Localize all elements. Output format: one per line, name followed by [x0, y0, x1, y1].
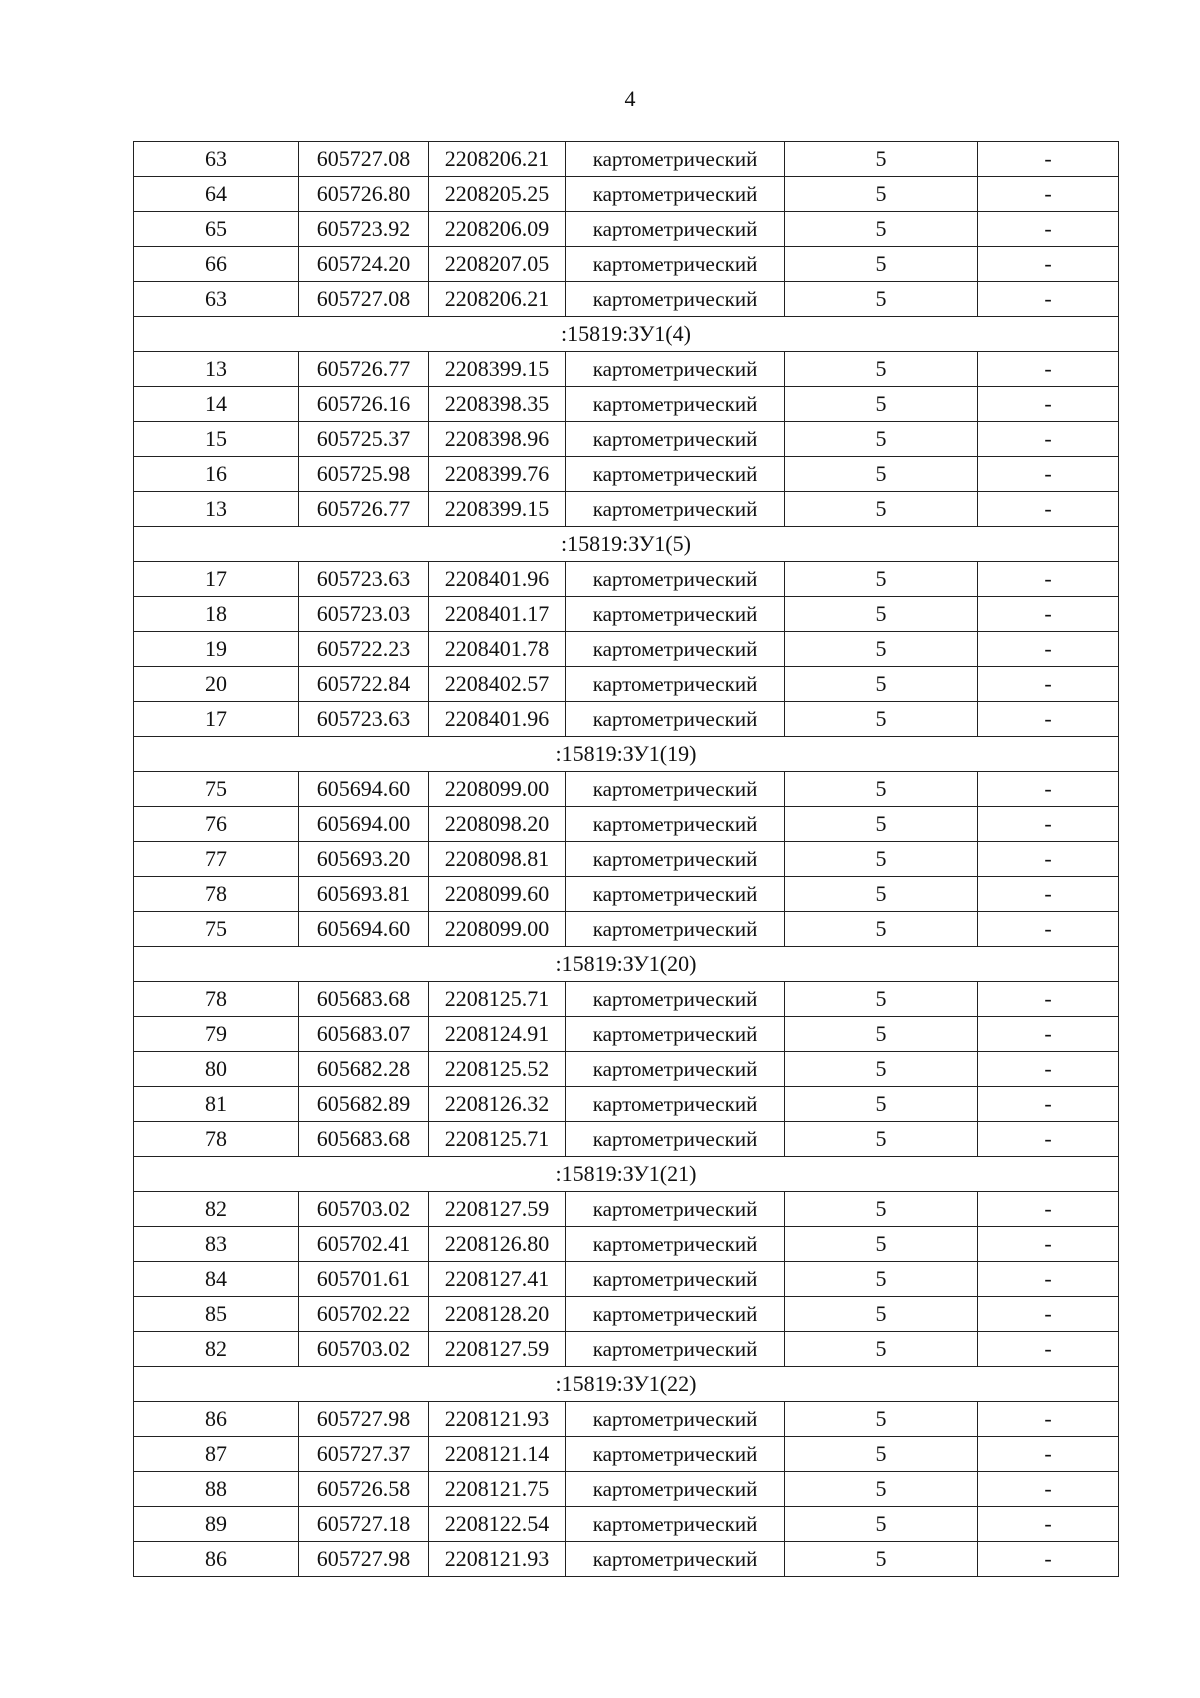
accuracy-cell: 5 [785, 772, 978, 807]
y-coordinate-cell: 2208125.52 [429, 1052, 566, 1087]
x-coordinate-cell: 605682.28 [299, 1052, 429, 1087]
x-coordinate-cell: 605683.68 [299, 982, 429, 1017]
description-cell: - [978, 1227, 1119, 1262]
accuracy-cell: 5 [785, 912, 978, 947]
description-cell: - [978, 352, 1119, 387]
description-cell: - [978, 1017, 1119, 1052]
description-cell: - [978, 877, 1119, 912]
point-number-cell: 80 [134, 1052, 299, 1087]
method-cell: картометрический [566, 457, 785, 492]
method-cell: картометрический [566, 1297, 785, 1332]
accuracy-cell: 5 [785, 1332, 978, 1367]
description-cell: - [978, 1332, 1119, 1367]
method-cell: картометрический [566, 1402, 785, 1437]
y-coordinate-cell: 2208121.75 [429, 1472, 566, 1507]
table-row [134, 842, 1119, 877]
table-row [134, 1472, 1119, 1507]
description-cell: - [978, 1192, 1119, 1227]
table-row [134, 982, 1119, 1017]
point-number-cell: 18 [134, 597, 299, 632]
point-number-cell: 17 [134, 702, 299, 737]
section-title: :15819:ЗУ1(4) [134, 317, 1119, 352]
x-coordinate-cell: 605701.61 [299, 1262, 429, 1297]
point-number-cell: 89 [134, 1507, 299, 1542]
table-row [134, 247, 1119, 282]
y-coordinate-cell: 2208401.96 [429, 702, 566, 737]
point-number-cell: 78 [134, 1122, 299, 1157]
point-number-cell: 86 [134, 1402, 299, 1437]
y-coordinate-cell: 2208398.35 [429, 387, 566, 422]
x-coordinate-cell: 605727.18 [299, 1507, 429, 1542]
accuracy-cell: 5 [785, 1542, 978, 1577]
y-coordinate-cell: 2208398.96 [429, 422, 566, 457]
x-coordinate-cell: 605723.63 [299, 562, 429, 597]
point-number-cell: 82 [134, 1192, 299, 1227]
point-number-cell: 87 [134, 1437, 299, 1472]
y-coordinate-cell: 2208127.59 [429, 1192, 566, 1227]
description-cell: - [978, 422, 1119, 457]
point-number-cell: 78 [134, 877, 299, 912]
method-cell: картометрический [566, 597, 785, 632]
method-cell: картометрический [566, 387, 785, 422]
table-row [134, 142, 1119, 177]
y-coordinate-cell: 2208121.93 [429, 1542, 566, 1577]
method-cell: картометрический [566, 982, 785, 1017]
table-row [134, 912, 1119, 947]
accuracy-cell: 5 [785, 1262, 978, 1297]
accuracy-cell: 5 [785, 352, 978, 387]
x-coordinate-cell: 605703.02 [299, 1332, 429, 1367]
x-coordinate-cell: 605702.41 [299, 1227, 429, 1262]
y-coordinate-cell: 2208122.54 [429, 1507, 566, 1542]
table-row [134, 1017, 1119, 1052]
x-coordinate-cell: 605725.98 [299, 457, 429, 492]
point-number-cell: 77 [134, 842, 299, 877]
table-row [134, 632, 1119, 667]
description-cell: - [978, 1402, 1119, 1437]
x-coordinate-cell: 605694.00 [299, 807, 429, 842]
method-cell: картометрический [566, 1227, 785, 1262]
method-cell: картометрический [566, 877, 785, 912]
table-row [134, 422, 1119, 457]
accuracy-cell: 5 [785, 1122, 978, 1157]
point-number-cell: 15 [134, 422, 299, 457]
section-title: :15819:ЗУ1(20) [134, 947, 1119, 982]
accuracy-cell: 5 [785, 142, 978, 177]
accuracy-cell: 5 [785, 702, 978, 737]
x-coordinate-cell: 605683.68 [299, 1122, 429, 1157]
accuracy-cell: 5 [785, 597, 978, 632]
table-row [134, 877, 1119, 912]
method-cell: картометрический [566, 282, 785, 317]
table-row [134, 387, 1119, 422]
point-number-cell: 86 [134, 1542, 299, 1577]
description-cell: - [978, 702, 1119, 737]
accuracy-cell: 5 [785, 1052, 978, 1087]
x-coordinate-cell: 605683.07 [299, 1017, 429, 1052]
y-coordinate-cell: 2208206.21 [429, 142, 566, 177]
y-coordinate-cell: 2208125.71 [429, 1122, 566, 1157]
point-number-cell: 82 [134, 1332, 299, 1367]
point-number-cell: 81 [134, 1087, 299, 1122]
accuracy-cell: 5 [785, 1227, 978, 1262]
x-coordinate-cell: 605727.37 [299, 1437, 429, 1472]
y-coordinate-cell: 2208205.25 [429, 177, 566, 212]
description-cell: - [978, 1437, 1119, 1472]
table-row [134, 352, 1119, 387]
y-coordinate-cell: 2208399.15 [429, 352, 566, 387]
description-cell: - [978, 562, 1119, 597]
section-title: :15819:ЗУ1(5) [134, 527, 1119, 562]
accuracy-cell: 5 [785, 1402, 978, 1437]
y-coordinate-cell: 2208099.60 [429, 877, 566, 912]
section-header-row [134, 737, 1119, 772]
y-coordinate-cell: 2208127.59 [429, 1332, 566, 1367]
x-coordinate-cell: 605722.84 [299, 667, 429, 702]
description-cell: - [978, 1542, 1119, 1577]
method-cell: картометрический [566, 352, 785, 387]
accuracy-cell: 5 [785, 632, 978, 667]
y-coordinate-cell: 2208399.15 [429, 492, 566, 527]
table-row [134, 1332, 1119, 1367]
point-number-cell: 65 [134, 212, 299, 247]
method-cell: картометрический [566, 1542, 785, 1577]
method-cell: картометрический [566, 1437, 785, 1472]
description-cell: - [978, 387, 1119, 422]
section-header-row [134, 947, 1119, 982]
description-cell: - [978, 142, 1119, 177]
x-coordinate-cell: 605722.23 [299, 632, 429, 667]
description-cell: - [978, 632, 1119, 667]
point-number-cell: 64 [134, 177, 299, 212]
accuracy-cell: 5 [785, 212, 978, 247]
description-cell: - [978, 1507, 1119, 1542]
x-coordinate-cell: 605726.80 [299, 177, 429, 212]
x-coordinate-cell: 605693.20 [299, 842, 429, 877]
y-coordinate-cell: 2208125.71 [429, 982, 566, 1017]
point-number-cell: 85 [134, 1297, 299, 1332]
description-cell: - [978, 912, 1119, 947]
point-number-cell: 78 [134, 982, 299, 1017]
y-coordinate-cell: 2208206.09 [429, 212, 566, 247]
table-row [134, 597, 1119, 632]
y-coordinate-cell: 2208126.32 [429, 1087, 566, 1122]
description-cell: - [978, 982, 1119, 1017]
x-coordinate-cell: 605726.77 [299, 492, 429, 527]
table-row [134, 177, 1119, 212]
x-coordinate-cell: 605723.63 [299, 702, 429, 737]
x-coordinate-cell: 605726.16 [299, 387, 429, 422]
method-cell: картометрический [566, 1017, 785, 1052]
y-coordinate-cell: 2208206.21 [429, 282, 566, 317]
point-number-cell: 63 [134, 142, 299, 177]
table-row [134, 1052, 1119, 1087]
section-header-row [134, 1367, 1119, 1402]
x-coordinate-cell: 605694.60 [299, 772, 429, 807]
method-cell: картометрический [566, 1052, 785, 1087]
table-row [134, 1262, 1119, 1297]
table-row [134, 1437, 1119, 1472]
description-cell: - [978, 1052, 1119, 1087]
accuracy-cell: 5 [785, 982, 978, 1017]
description-cell: - [978, 457, 1119, 492]
table-row [134, 282, 1119, 317]
table-row [134, 702, 1119, 737]
description-cell: - [978, 282, 1119, 317]
table-row [134, 807, 1119, 842]
point-number-cell: 16 [134, 457, 299, 492]
x-coordinate-cell: 605727.98 [299, 1542, 429, 1577]
method-cell: картометрический [566, 1192, 785, 1227]
method-cell: картометрический [566, 1262, 785, 1297]
table-row [134, 1087, 1119, 1122]
method-cell: картометрический [566, 632, 785, 667]
coordinates-table [133, 141, 1119, 1577]
x-coordinate-cell: 605703.02 [299, 1192, 429, 1227]
description-cell: - [978, 1122, 1119, 1157]
description-cell: - [978, 842, 1119, 877]
section-header-row [134, 317, 1119, 352]
point-number-cell: 83 [134, 1227, 299, 1262]
method-cell: картометрический [566, 142, 785, 177]
table-row [134, 1297, 1119, 1332]
y-coordinate-cell: 2208128.20 [429, 1297, 566, 1332]
y-coordinate-cell: 2208401.78 [429, 632, 566, 667]
point-number-cell: 88 [134, 1472, 299, 1507]
x-coordinate-cell: 605702.22 [299, 1297, 429, 1332]
point-number-cell: 13 [134, 352, 299, 387]
table-row [134, 772, 1119, 807]
method-cell: картометрический [566, 842, 785, 877]
method-cell: картометрический [566, 562, 785, 597]
accuracy-cell: 5 [785, 667, 978, 702]
description-cell: - [978, 772, 1119, 807]
y-coordinate-cell: 2208401.96 [429, 562, 566, 597]
method-cell: картометрический [566, 422, 785, 457]
x-coordinate-cell: 605723.92 [299, 212, 429, 247]
table-row [134, 1402, 1119, 1437]
point-number-cell: 79 [134, 1017, 299, 1052]
point-number-cell: 19 [134, 632, 299, 667]
table-row [134, 1227, 1119, 1262]
accuracy-cell: 5 [785, 247, 978, 282]
point-number-cell: 75 [134, 772, 299, 807]
section-title: :15819:ЗУ1(19) [134, 737, 1119, 772]
point-number-cell: 14 [134, 387, 299, 422]
table-row [134, 562, 1119, 597]
point-number-cell: 75 [134, 912, 299, 947]
y-coordinate-cell: 2208121.14 [429, 1437, 566, 1472]
accuracy-cell: 5 [785, 1297, 978, 1332]
accuracy-cell: 5 [785, 1192, 978, 1227]
page-number: 4 [624, 86, 636, 111]
x-coordinate-cell: 605694.60 [299, 912, 429, 947]
y-coordinate-cell: 2208121.93 [429, 1402, 566, 1437]
coordinates-table-body [134, 142, 1119, 1577]
x-coordinate-cell: 605723.03 [299, 597, 429, 632]
table-row [134, 457, 1119, 492]
y-coordinate-cell: 2208098.81 [429, 842, 566, 877]
y-coordinate-cell: 2208401.17 [429, 597, 566, 632]
accuracy-cell: 5 [785, 1437, 978, 1472]
method-cell: картометрический [566, 1087, 785, 1122]
description-cell: - [978, 1297, 1119, 1332]
table-row [134, 1122, 1119, 1157]
point-number-cell: 63 [134, 282, 299, 317]
point-number-cell: 20 [134, 667, 299, 702]
method-cell: картометрический [566, 492, 785, 527]
method-cell: картометрический [566, 772, 785, 807]
x-coordinate-cell: 605693.81 [299, 877, 429, 912]
accuracy-cell: 5 [785, 1017, 978, 1052]
y-coordinate-cell: 2208124.91 [429, 1017, 566, 1052]
y-coordinate-cell: 2208126.80 [429, 1227, 566, 1262]
method-cell: картометрический [566, 912, 785, 947]
accuracy-cell: 5 [785, 177, 978, 212]
section-header-row [134, 527, 1119, 562]
point-number-cell: 13 [134, 492, 299, 527]
section-title: :15819:ЗУ1(22) [134, 1367, 1119, 1402]
accuracy-cell: 5 [785, 562, 978, 597]
method-cell: картометрический [566, 1332, 785, 1367]
y-coordinate-cell: 2208207.05 [429, 247, 566, 282]
table-row [134, 492, 1119, 527]
x-coordinate-cell: 605725.37 [299, 422, 429, 457]
method-cell: картометрический [566, 1122, 785, 1157]
description-cell: - [978, 492, 1119, 527]
x-coordinate-cell: 605727.08 [299, 142, 429, 177]
method-cell: картометрический [566, 702, 785, 737]
y-coordinate-cell: 2208098.20 [429, 807, 566, 842]
y-coordinate-cell: 2208127.41 [429, 1262, 566, 1297]
section-title: :15819:ЗУ1(21) [134, 1157, 1119, 1192]
accuracy-cell: 5 [785, 387, 978, 422]
table-row [134, 212, 1119, 247]
accuracy-cell: 5 [785, 1507, 978, 1542]
accuracy-cell: 5 [785, 877, 978, 912]
description-cell: - [978, 1262, 1119, 1297]
point-number-cell: 76 [134, 807, 299, 842]
method-cell: картометрический [566, 1507, 785, 1542]
method-cell: картометрический [566, 212, 785, 247]
method-cell: картометрический [566, 807, 785, 842]
accuracy-cell: 5 [785, 457, 978, 492]
accuracy-cell: 5 [785, 282, 978, 317]
accuracy-cell: 5 [785, 842, 978, 877]
table-row [134, 1542, 1119, 1577]
point-number-cell: 66 [134, 247, 299, 282]
accuracy-cell: 5 [785, 1087, 978, 1122]
y-coordinate-cell: 2208399.76 [429, 457, 566, 492]
description-cell: - [978, 667, 1119, 702]
description-cell: - [978, 807, 1119, 842]
x-coordinate-cell: 605726.58 [299, 1472, 429, 1507]
x-coordinate-cell: 605724.20 [299, 247, 429, 282]
description-cell: - [978, 1472, 1119, 1507]
description-cell: - [978, 247, 1119, 282]
y-coordinate-cell: 2208099.00 [429, 772, 566, 807]
point-number-cell: 84 [134, 1262, 299, 1297]
method-cell: картометрический [566, 1472, 785, 1507]
section-header-row [134, 1157, 1119, 1192]
y-coordinate-cell: 2208402.57 [429, 667, 566, 702]
accuracy-cell: 5 [785, 422, 978, 457]
accuracy-cell: 5 [785, 807, 978, 842]
x-coordinate-cell: 605727.98 [299, 1402, 429, 1437]
table-row [134, 1192, 1119, 1227]
x-coordinate-cell: 605682.89 [299, 1087, 429, 1122]
method-cell: картометрический [566, 177, 785, 212]
description-cell: - [978, 597, 1119, 632]
accuracy-cell: 5 [785, 1472, 978, 1507]
point-number-cell: 17 [134, 562, 299, 597]
x-coordinate-cell: 605727.08 [299, 282, 429, 317]
table-row [134, 1507, 1119, 1542]
y-coordinate-cell: 2208099.00 [429, 912, 566, 947]
description-cell: - [978, 212, 1119, 247]
table-row [134, 667, 1119, 702]
description-cell: - [978, 1087, 1119, 1122]
method-cell: картометрический [566, 667, 785, 702]
description-cell: - [978, 177, 1119, 212]
x-coordinate-cell: 605726.77 [299, 352, 429, 387]
method-cell: картометрический [566, 247, 785, 282]
accuracy-cell: 5 [785, 492, 978, 527]
